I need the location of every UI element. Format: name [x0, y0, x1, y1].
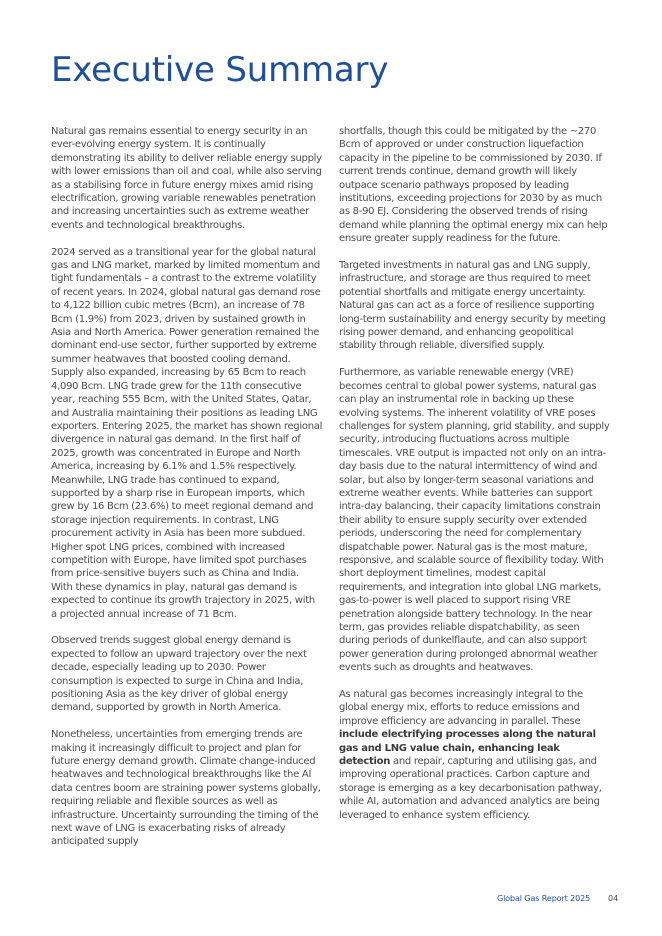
emissions-intro-text: As natural gas becomes increasingly integral to the global energy mix, efforts to reduce emissions and improve efficiency are advancing in parallel. These — [339, 689, 583, 727]
paragraph-investments: Targeted investments in natural gas and LNG supply, infrastructure, and storage are thus required to meet potential shortfalls and mitigate energy uncertainty. Natural gas can act as a force of resilience supporting long-term sustainability and energy security by meeting rising power demand, and enhancing geopolitical stability through reliable, diversified supply. — [339, 260, 606, 352]
paragraph-emissions — [339, 688, 610, 822]
footer-page-number: 04 — [608, 894, 619, 903]
page-title: Executive Summary — [51, 50, 389, 90]
paragraph-demand-trends: Observed trends suggest global energy demand is expected to follow an upward trajectory over the next decade, especially leading up to 2030. Power consumption is expected to surge in China and India, positioning Asia as the key driver of global energy demand, supported by growth in North America. — [51, 635, 307, 714]
paragraph-vre: Furthermore, as variable renewable energy (VRE) becomes central to global power systems, natural gas can play an instrumental role in backing up these evolving systems. The inherent volatility of VRE poses challenges for system planning, grid stability, and supply security, introducing fluctuations across multiple timescales. VRE output is impacted not only on an intra-day basis due to the natural intermittency of wind and solar, but also by longer-term seasonal variations and extreme weather events. While batteries can support intra-day balancing, their capacity limitations constrain their ability to ensure supply security over extended periods, underscoring the need for complementary dispatchable power. Natural gas is the most mature, responsive, and scalable source of flexibility today. With short deployment timelines, modest capital requirements, and integration into global LNG markets, gas-to-power is well placed to support rising VRE penetration alongside battery technology. In the near term, gas provides reliable dispatchability, as seen during periods of dunkelflaute, and can also support power generation during prolonged abnormal weather events such as droughts and heatwaves. — [339, 367, 610, 674]
emissions-bold-text: include electrifying processes along the natural gas and LNG value chain, enhancing leak detection — [339, 729, 596, 768]
right-column — [339, 125, 610, 835]
paragraph-market-2024: 2024 served as a transitional year for the global natural gas and LNG market, marked by limited momentum and tight fundamentals – a contrast to the extreme volatility of recent years. In 2024, global natural gas demand rose to 4,122 billion cubic metres (Bcm), an increase of 78 Bcm (1.9%) from 2023, driven by sustained growth in Asia and North America. Power generation remained the dominant end-use sector, further supported by extreme summer heatwaves that boosted cooling demand. Supply also expanded, increasing by 65 Bcm to reach 4,090 Bcm. LNG trade grew for the 11th consecutive year, reaching 555 Bcm, with the United States, Qatar, and Australia maintaining their positions as leading LNG exporters. Entering 2025, the market has shown regional divergence in natural gas demand. In the first half of 2025, growth was concentrated in Europe and North America, increasing by 6.1% and 1.5% respectively. Meanwhile, LNG trade has continued to expand, supported by a sharp rise in European imports, which grew by 16 Bcm (23.6%) to meet regional demand and storage injection requirements. In contrast, LNG procurement activity in Asia has been more subdued. Higher spot LNG prices, combined with increased competition with Europe, have limited spot purchases from price-sensitive buyers such as China and India. With these dynamics in play, natural gas demand is expected to continue its growth trajectory in 2025, with a projected annual increase of 71 Bcm. — [51, 246, 323, 620]
paragraph-intro: Natural gas remains essential to energy security in an ever-evolving energy system. It is continually demonstrating its ability to deliver reliable energy supply with lower emissions than oil and coal, while also serving as a stabilising force in future energy mixes amid rising electrification, growing variable renewables penetration and increasing uncertainties such as extreme weather events and technological breakthroughs. — [51, 126, 322, 231]
paragraph-uncertainties: Nonetheless, uncertainties from emerging trends are making it increasingly difficult to project and plan for future energy demand growth. Climate change-induced heatwaves and technological breakthroughs like the AI data centres boom are straining power systems globally, requiring reliable and flexible sources as well as infrastructure. Uncertainty surrounding the timing of the next wave of LNG is exacerbating risks of already anticipated supply — [51, 729, 321, 848]
emissions-rest-text: and repair, capturing and utilising gas, and improving operational practices. Carbon capture and storage is emerging as a key decarbonisation pathway, while AI, automation and advanced analytics are being leveraged to enhance system efficiency. — [339, 756, 602, 821]
paragraph-shortfalls: shortfalls, though this could be mitigated by the ~270 Bcm of approved or under construction liquefaction capacity in the pipeline to be commissioned by 2030. If current trends continue, demand growth will likely outpace scenario pathways proposed by leading institutions, exceeding projections for 2030 by as much as 8-90 EJ. Considering the observed trends of rising demand while planning the optimal energy mix can help ensure greater supply readiness for the future. — [339, 126, 608, 245]
left-column — [51, 125, 323, 849]
footer-report-name: Global Gas Report 2025 — [497, 894, 591, 903]
